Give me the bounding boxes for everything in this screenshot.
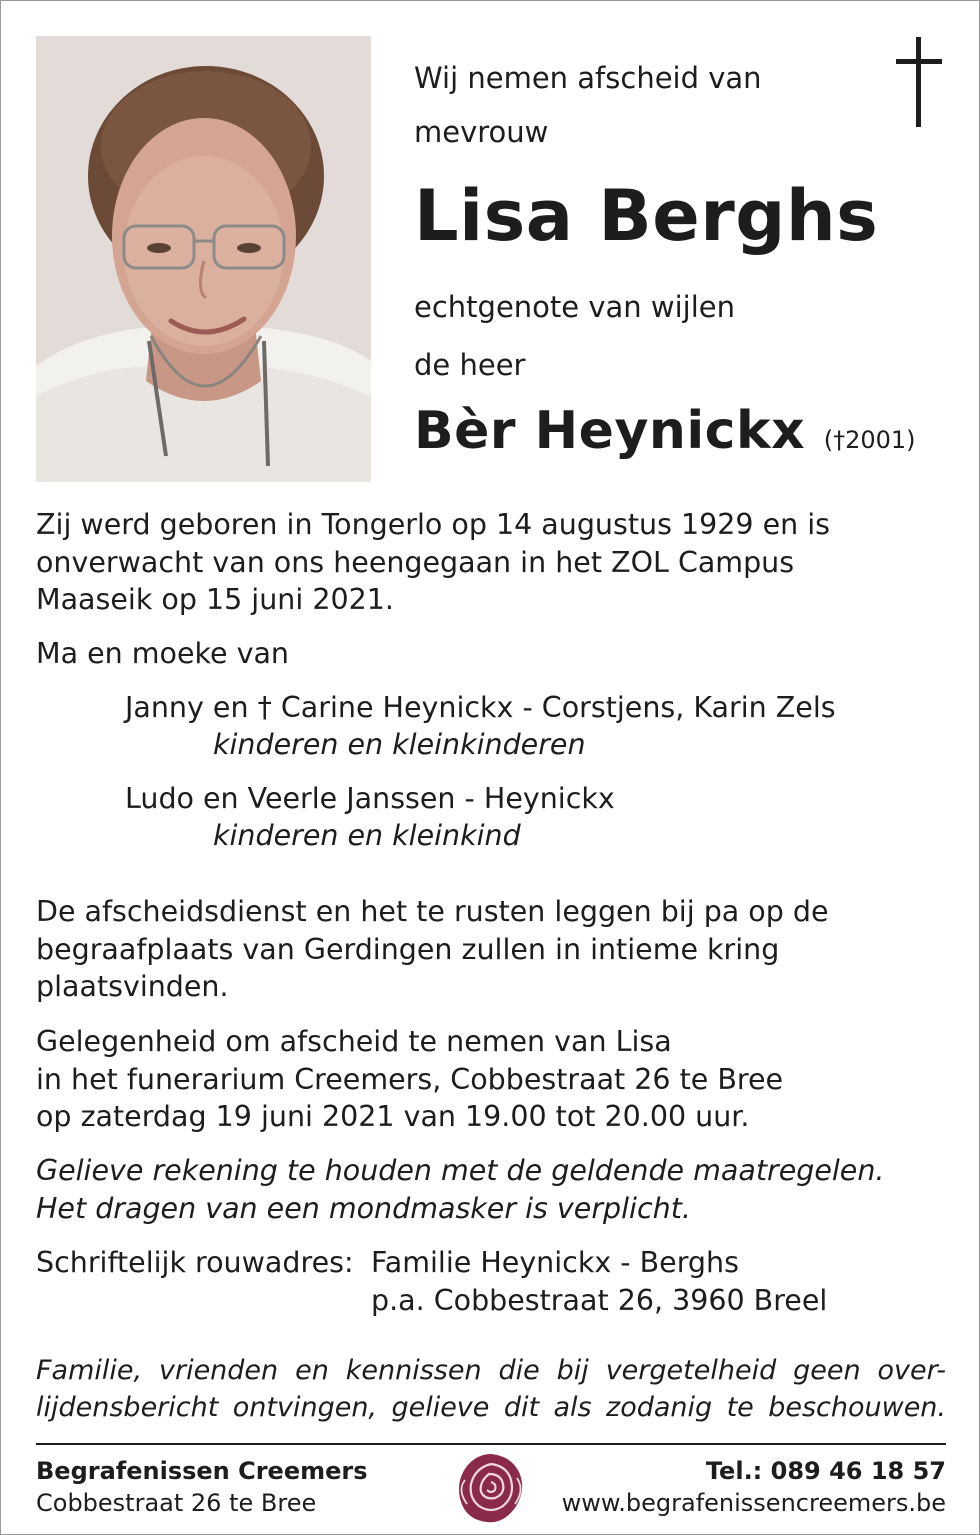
footer-phone: Tel.: 089 46 18 57 <box>705 1457 946 1485</box>
spouse-name: Bèr Heynickx <box>414 401 806 461</box>
mother-of-label: Ma en moeke van <box>36 637 289 670</box>
visitation-line: op zaterdag 19 juni 2021 van 19.00 tot 20.00 uur. <box>36 1100 750 1133</box>
measures-paragraph <box>36 1152 949 1227</box>
intro-line-2: mevrouw <box>414 115 549 149</box>
address-label: Schriftelijk rouwadres: <box>36 1246 354 1279</box>
notice-line-2: lijdensbericht ontvingen, gelieve dit als zodanig te beschouwen. <box>36 1392 946 1423</box>
visitation-line: Gelegenheid om afscheid te nemen van Lisa <box>36 1025 672 1058</box>
service-line: De afscheidsdienst en het te rusten leggen bij pa op de <box>36 895 829 928</box>
footer-divider <box>36 1443 946 1445</box>
cross-icon <box>896 37 942 129</box>
intro-line-1: Wij nemen afscheid van <box>414 61 762 95</box>
birth-line: onverwacht van ons heengegaan in het ZOL Campus <box>36 545 795 579</box>
spouse-line-1: echtgenote van wijlen <box>414 290 735 324</box>
spouse-line-2: de heer <box>414 348 526 382</box>
child-names-2: Ludo en Veerle Janssen - Heynickx <box>125 782 615 815</box>
spouse-death-year: (†2001) <box>823 426 916 454</box>
birth-paragraph <box>36 506 949 619</box>
service-paragraph <box>36 893 949 1006</box>
footer-company: Begrafenissen Creemers <box>36 1457 368 1485</box>
rose-icon <box>453 1450 529 1526</box>
measures-line: Het dragen van een mondmasker is verplicht. <box>36 1191 691 1225</box>
address-line-2: p.a. Cobbestraat 26, 3960 Breel <box>371 1283 828 1317</box>
address-block <box>371 1244 827 1319</box>
address-line-1: Familie Heynickx - Berghs <box>371 1246 739 1279</box>
child-names-1: Janny en † Carine Heynickx - Corstjens, Karin Zels <box>125 691 836 724</box>
child-relation-2: kinderen en kleinkind <box>213 819 521 852</box>
service-line: plaatsvinden. <box>36 970 229 1003</box>
notice-line-1: Familie, vrienden en kennissen die bij vergetelheid geen over- <box>36 1355 946 1386</box>
measures-line: Gelieve rekening te houden met de geldende maatregelen. <box>36 1154 885 1187</box>
service-line: begraafplaats van Gerdingen zullen in intieme kring <box>36 932 780 966</box>
birth-line: Maaseik op 15 juni 2021. <box>36 583 394 616</box>
visitation-paragraph <box>36 1023 949 1136</box>
deceased-name: Lisa Berghs <box>414 175 879 257</box>
spouse-name-block <box>414 396 916 475</box>
footer-website[interactable]: www.begrafenissencreemers.be <box>561 1489 946 1517</box>
child-relation-1: kinderen en kleinkinderen <box>213 728 586 761</box>
visitation-line: in het funerarium Creemers, Cobbestraat 26 te Bree <box>36 1062 784 1096</box>
birth-line: Zij werd geboren in Tongerlo op 14 augustus 1929 en is <box>36 508 830 541</box>
footer-street: Cobbestraat 26 te Bree <box>36 1489 317 1517</box>
portrait-photo <box>36 36 371 482</box>
